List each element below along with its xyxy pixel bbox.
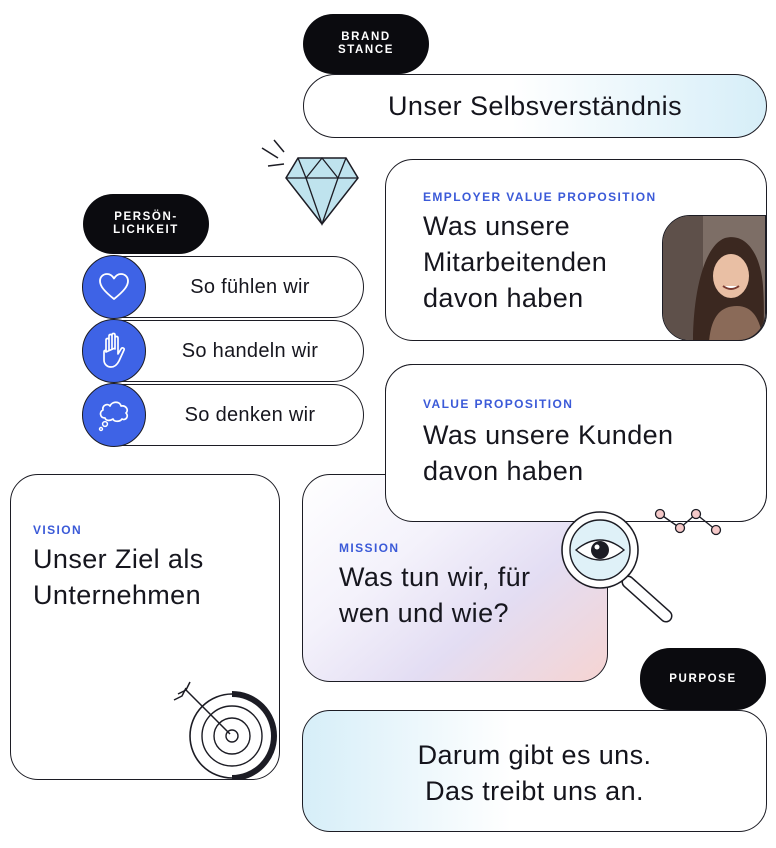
list-item-label: So denken wir [184, 403, 316, 426]
evp-line: Was unsere [423, 211, 571, 241]
heart-icon [82, 255, 146, 319]
hand-icon [82, 319, 146, 383]
list-item-label: So fühlen wir [190, 275, 310, 298]
target-icon [170, 680, 280, 780]
purpose-line: Das treibt uns an. [425, 776, 644, 806]
persoenlichkeit-badge: PERSÖN- LICHKEIT [83, 194, 209, 254]
mission-line: Was tun wir, für [339, 562, 531, 592]
list-item-label: So handeln wir [181, 339, 319, 362]
mission-tag: MISSION [339, 541, 400, 555]
employee-photo [662, 215, 766, 341]
evp-line: Mitarbeitenden [423, 247, 608, 277]
vision-line: Unternehmen [33, 580, 201, 610]
thought-cloud-icon [82, 383, 146, 447]
vision-line: Unser Ziel als [33, 544, 204, 574]
vp-tag: VALUE PROPOSITION [423, 397, 574, 411]
evp-line: davon haben [423, 283, 584, 313]
vision-tag: VISION [33, 523, 83, 537]
brand-stance-title: Unser Selbsverständnis [388, 90, 682, 121]
diamond-icon [258, 138, 362, 228]
evp-tag: EMPLOYER VALUE PROPOSITION [423, 190, 657, 204]
brand-stance-badge: BRAND STANCE [303, 14, 429, 74]
magnifier-eye-icon [556, 508, 680, 628]
value-proposition-panel [385, 364, 767, 522]
vp-line: davon haben [423, 456, 584, 486]
vp-line: Was unsere Kunden [423, 420, 674, 450]
purpose-badge: PURPOSE [640, 648, 766, 710]
purpose-card [302, 710, 767, 832]
purpose-line: Darum gibt es uns. [417, 740, 652, 770]
mission-line: wen und wie? [339, 598, 509, 628]
brand-stance-card [303, 74, 767, 138]
